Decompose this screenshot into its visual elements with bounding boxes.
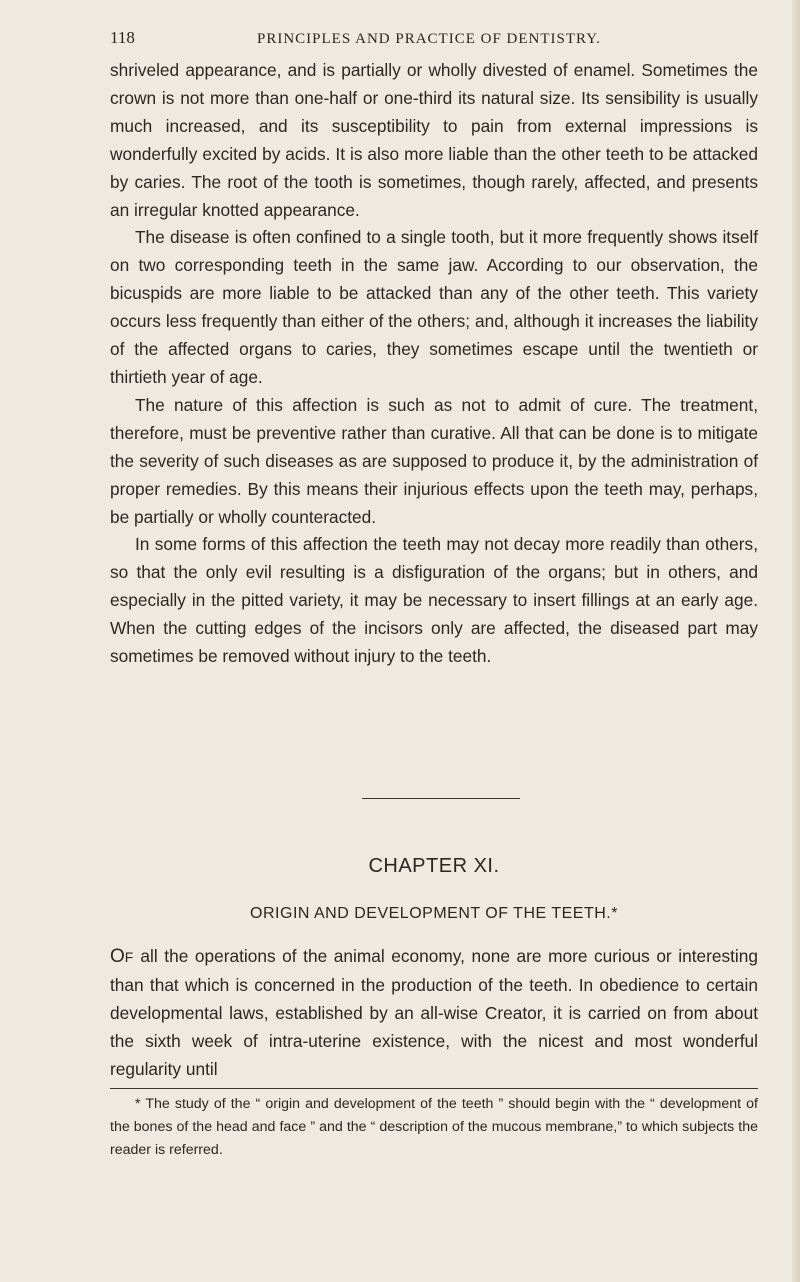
running-title: PRINCIPLES AND PRACTICE OF DENTISTRY. — [257, 31, 601, 47]
chapter-opening-paragraph — [110, 942, 758, 1083]
chapter-opening-text: all the operations of the animal economy, none are more curious or interesting than that which is concerned in the production of the teeth. In obedience to certain developmental laws, established by an all-wise Creator, it is carried on from about the sixth week of intra-uterine existence, with the nicest and most wonderful regularity until — [110, 946, 758, 1079]
section-divider — [362, 798, 520, 799]
chapter-heading: CHAPTER XI. — [368, 855, 500, 877]
paragraph: The nature of this affection is such as not to admit of cure. The treatment, therefore, must be preventive rather than curative. All that can be done is to mitigate the severity of such diseases as are supposed to produce it, by the administration of proper remedies. By this means their injurious effects upon the teeth may, perhaps, be partially or wholly counteracted. — [110, 394, 758, 527]
initial-letter: O — [110, 946, 125, 967]
initial-smallcaps: F — [124, 949, 134, 965]
page-number: 118 — [110, 28, 135, 47]
paragraph: shriveled appearance, and is partially or wholly divested of enamel. Sometimes the crown is not more than one-half or one-third its natural size. Its sensibility is usually much increased, and its susceptibility to pain from external impressions is wonderfully excited by acids. It is also more liable than the other teeth to be attacked by caries. The root of the tooth is sometimes, though rarely, affected, and presents an irregular knotted appearance. — [110, 60, 758, 220]
page-edge — [792, 0, 800, 1282]
footnote: * The study of the “ origin and development of the teeth ” should begin with the “ development of the bones of the head and face ” and the “ description of the mucous membrane,” to which subjects the reader is referred. — [110, 1096, 758, 1158]
paragraph: The disease is often confined to a single tooth, but it more frequently shows itself on two corresponding teeth in the same jaw. According to our observation, the bicuspids are more liable to be attacked than any of the other teeth. This variety occurs less frequently than either of the others; and, although it increases the liability of the affected organs to caries, they sometimes escape until the twentieth or thirtieth year of age. — [110, 227, 758, 387]
chapter-title: ORIGIN AND DEVELOPMENT OF THE TEETH.* — [250, 905, 618, 922]
page-header — [110, 28, 670, 52]
body-text — [110, 57, 758, 671]
footnote-rule — [110, 1088, 758, 1089]
paragraph: In some forms of this affection the teeth may not decay more readily than others, so that the only evil resulting is a disfiguration of the organs; but in others, and especially in the pitted variety, it may be necessary to insert fillings at an early age. When the cutting edges of the incisors only are affected, the diseased part may sometimes be removed without injury to the teeth. — [110, 534, 758, 667]
